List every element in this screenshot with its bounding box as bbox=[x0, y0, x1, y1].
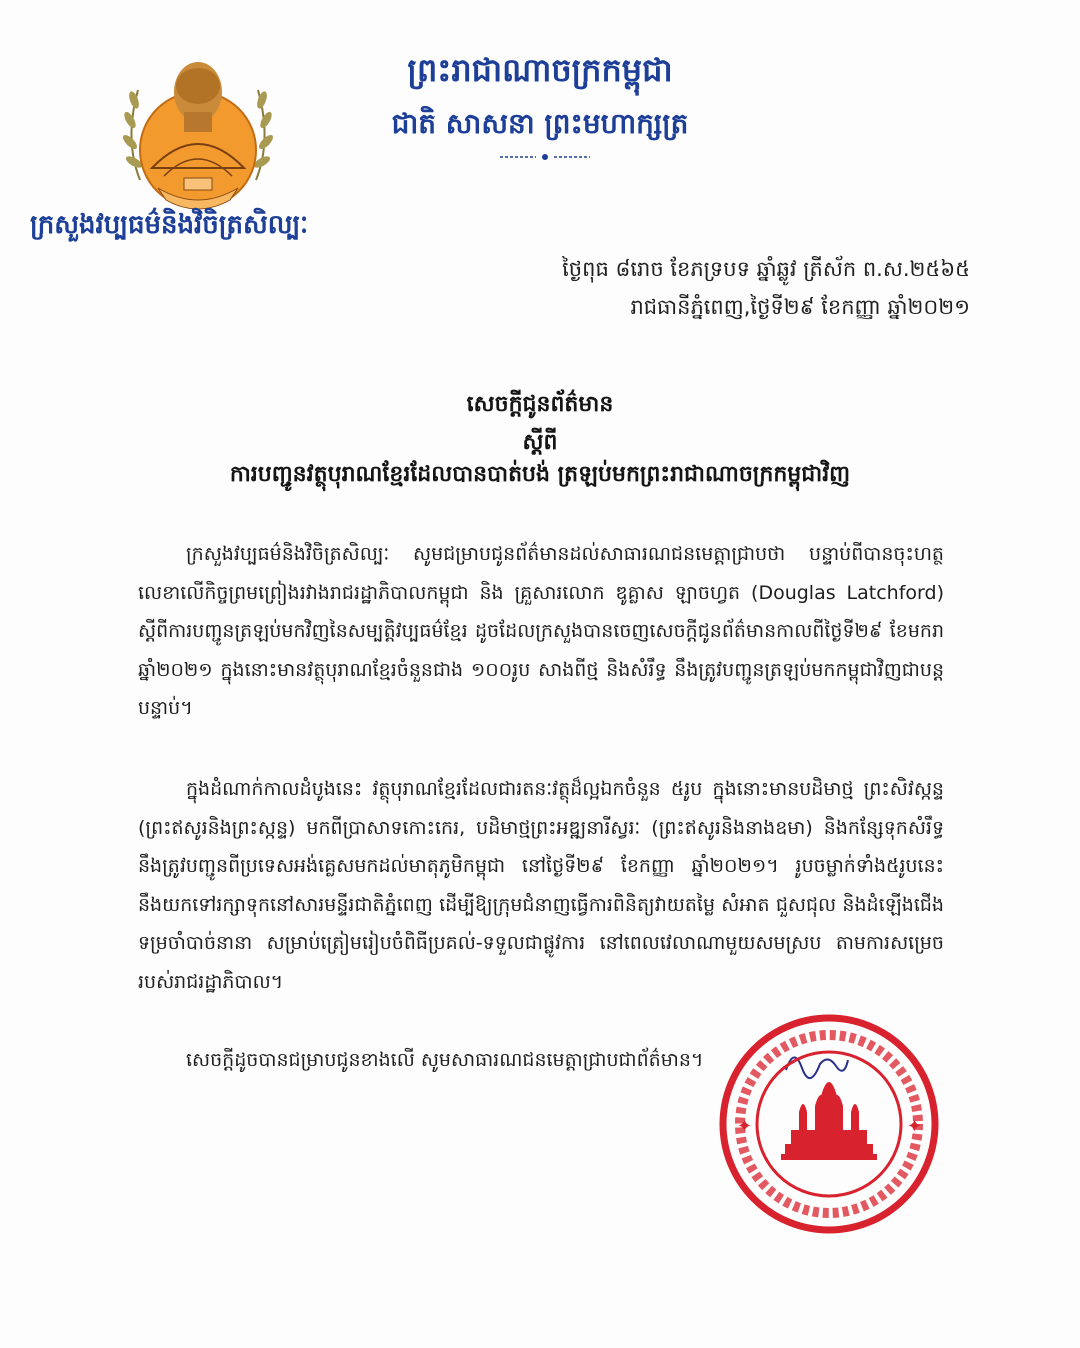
document-subject: ការបញ្ជូនវត្ថុបុរាណខ្មែរដែលបានបាត់បង់ ត្រឡប់មកព្រះរាជាណាចក្រកម្ពុជាវិញ bbox=[229, 462, 851, 487]
svg-text:✦: ✦ bbox=[737, 1116, 753, 1137]
national-motto: ជាតិ សាសនា ព្រះមហាក្សត្រ bbox=[391, 107, 689, 140]
ministry-logo bbox=[118, 50, 278, 220]
paragraph-text: ក្រសួងវប្បធម៌និងវិចិត្រសិល្បៈ សូមជម្រាបជូនព័ត៌មានដល់សាធារណជនមេត្តាជ្រាបថា បន្ទាប់ពីបានចុះហត្ថលេខាលើកិច្ចព្រមព្រៀងរវាងរាជរដ្ឋាភិបាលកម្ពុជា និង គ្រួសារលោក ឌូគ្លាស ឡាចហ្វត (Douglas Latchford) ស្តីពីការបញ្ជូនត្រឡប់មកវិញនៃសម្បត្តិវប្បធម៌ខ្មែរ ដូចដែលក្រសួងបានចេញសេចក្តីជូនព័ត៌មានកាលពីថ្ងៃទី២៩ ខែមករា ឆ្នាំ២០២១ ក្នុងនោះមានវត្ថុបុរាណខ្មែរចំនួនជាង ១០០រូប សាងពីថ្ម និងសំរឹទ្ធ នឹងត្រូវបញ្ជូនត្រឡប់មកកម្ពុជាវិញជាបន្តបន្ទាប់។ bbox=[138, 543, 944, 720]
paragraph-text: ក្នុងដំណាក់កាលដំបូងនេះ វត្ថុបុរាណខ្មែរដែលជារតនៈវត្ថុដ៏ល្អឯកចំនួន ៥រូប ក្នុងនោះមានបដិមាថ្ម ព្រះសិវស្កន្ទ (ព្រះឥសូរនិងព្រះស្កន្ទ) មកពីប្រាសាទកោះកេរ, បដិមាថ្មព្រះអឌ្ឍនារីស្វរៈ (ព្រះឥសូរនិងនាងឧមា) និងកន្សែទុកសំរឹទ្ធ នឹងត្រូវបញ្ជូនពីប្រទេសអង់គ្លេសមកដល់មាតុភូមិកម្ពុជា នៅថ្ងៃទី២៩ ខែកញ្ញា ឆ្នាំ២០២១។ រូបចម្លាក់ទាំង៥រូបនេះ នឹងយកទៅរក្សាទុកនៅសារមន្ទីរជាតិភ្នំពេញ ដើម្បីឱ្យក្រុមជំនាញធ្វើការពិនិត្យវាយតម្លៃ សំអាត ជួសជុល និងដំឡើងជើងទម្រចាំបាច់នានា សម្រាប់ត្រៀមរៀបចំពិធីប្រគល់-ទទួលជាផ្លូវការ នៅពេលវេលាណាមួយសមស្រប តាមការសម្រេចរបស់រាជរដ្ឋាភិបាល។ bbox=[138, 778, 944, 993]
body-paragraph-1 bbox=[138, 535, 944, 728]
ministry-name: ក្រសួងវប្បធម៌និងវិចិត្រសិល្បៈ bbox=[30, 210, 309, 240]
svg-text:✦: ✦ bbox=[907, 1116, 923, 1137]
solar-date: រាជធានីភ្នំពេញ,ថ្ងៃទី២៩ ខែកញ្ញា ឆ្នាំ២០២១ bbox=[630, 295, 970, 319]
document-title: សេចក្តីជូនព័ត៌មាន bbox=[466, 392, 614, 417]
lunar-date: ថ្ងៃពុធ ៨រោច ខែភទ្របទ ឆ្នាំឆ្លូវ ត្រីស័ក ព.ស.២៥៦៥ bbox=[562, 257, 970, 281]
kingdom-title: ព្រះរាជាណាចក្រកម្ពុជា bbox=[407, 51, 673, 89]
body-paragraph-2 bbox=[138, 770, 944, 1002]
document-subject-label: ស្តីពី bbox=[522, 430, 558, 455]
official-seal bbox=[715, 1010, 943, 1238]
paragraph-text: សេចក្តីដូចបានជម្រាបជូនខាងលើ សូមសាធារណជនមេត្តាជ្រាបជាព័ត៌មាន។ bbox=[186, 1049, 704, 1071]
ornament-divider-icon bbox=[500, 150, 590, 164]
